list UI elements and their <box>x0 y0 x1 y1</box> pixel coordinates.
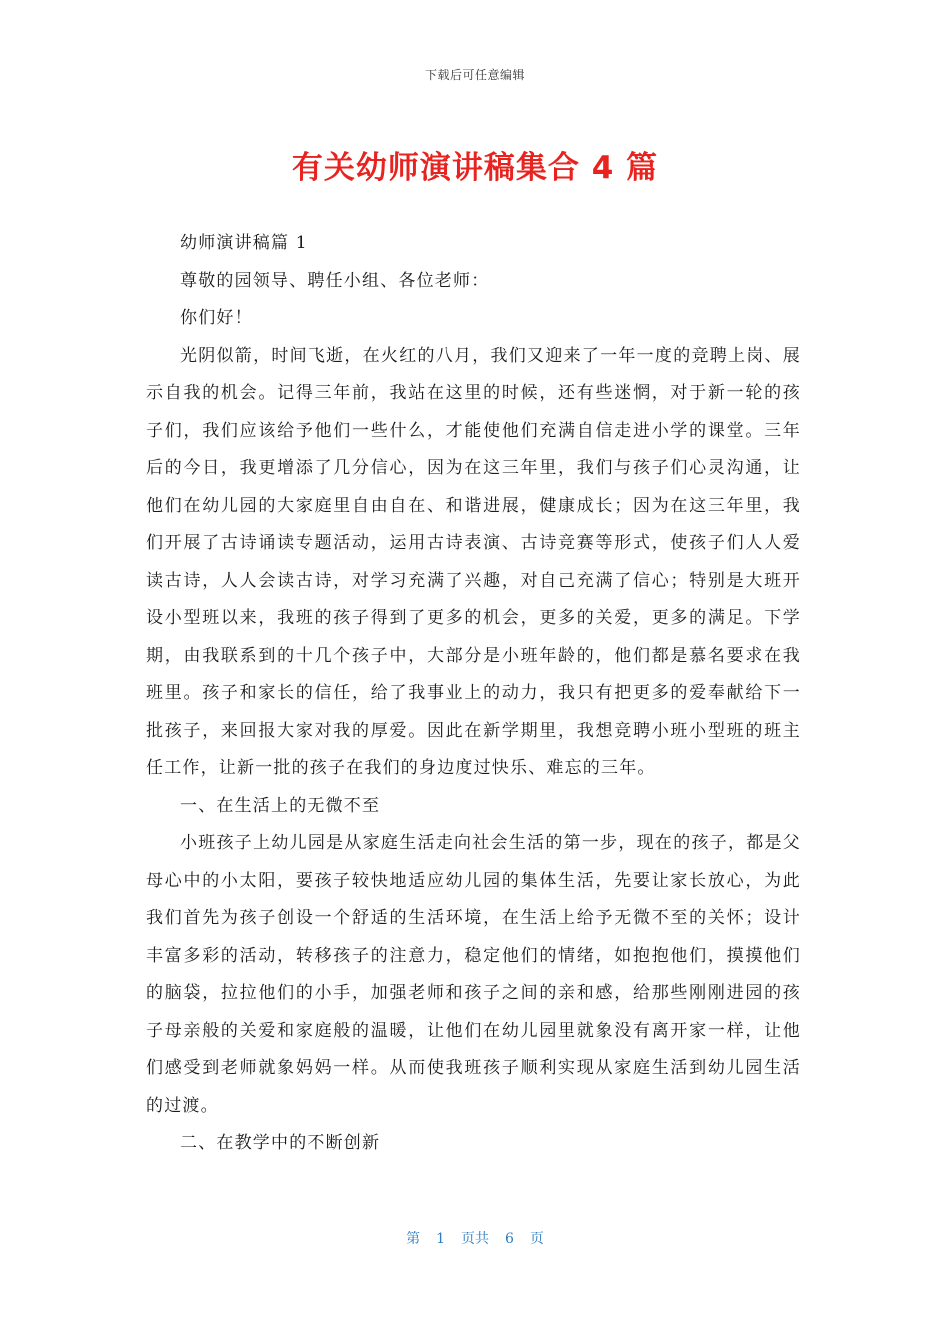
header-note: 下载后可任意编辑 <box>424 68 525 82</box>
greeting: 你们好！ <box>180 308 253 328</box>
footer-label-end: 页 <box>529 1231 544 1247</box>
footer-label-of: 页共 <box>461 1231 489 1247</box>
footer-label-page: 第 <box>406 1231 421 1247</box>
page-footer <box>0 1228 950 1248</box>
section-heading: 幼师演讲稿篇 1 <box>180 233 308 253</box>
footer-current-page: 1 <box>436 1231 445 1247</box>
document-title: 有关幼师演讲稿集合 4 篇 <box>291 150 659 186</box>
subheading: 二、在教学中的不断创新 <box>180 1133 381 1153</box>
subheading: 一、在生活上的无微不至 <box>180 795 381 816</box>
document-body <box>146 225 801 1163</box>
footer-total-pages: 6 <box>505 1231 514 1247</box>
paragraph: 小班孩子上幼儿园是从家庭生活走向社会生活的第一步，现在的孩子，都是父母心中的小太阳，要孩子较快地适应幼儿园的集体生活，先要让家长放心，为此我们首先为孩子创设一个舒适的生活环境，在生活上给予无微不至的关怀；设计丰富多彩的活动，转移孩子的注意力，稳定他们的情绪，如抱抱他们，摸摸他们的脑袋，拉拉他们的小手，加强老师和孩子之间的亲和感，给那些刚刚进园的孩子母亲般的关爱和家庭般的温暖，让他们在幼儿园里就象没有离开家一样，让他们感受到老师就象妈妈一样。从而使我班孩子顺利实现从家庭生活到幼儿园生活的过渡。 <box>146 833 801 1116</box>
paragraph: 光阴似箭，时间飞逝，在火红的八月，我们又迎来了一年一度的竞聘上岗、展示自我的机会。记得三年前，我站在这里的时候，还有些迷惘，对于新一轮的孩子们，我们应该给予他们一些什么，才能使他们充满自信走进小学的课堂。三年后的今日，我更增添了几分信心，因为在这三年里，我们与孩子们心灵沟通，让他们在幼儿园的大家庭里自由自在、和谐进展，健康成长；因为在这三年里，我们开展了古诗诵读专题活动，运用古诗表演、古诗竞赛等形式，使孩子们人人爱读古诗，人人会读古诗，对学习充满了兴趣，对自己充满了信心；特别是大班开设小型班以来，我班的孩子得到了更多的机会，更多的关爱，更多的满足。下学期，由我联系到的十几个孩子中，大部分是小班年龄的，他们都是慕名要求在我班里。孩子和家长的信任，给了我事业上的动力，我只有把更多的爱奉献给下一批孩子，来回报大家对我的厚爱。因此在新学期里，我想竞聘小班小型班的班主任工作，让新一批的孩子在我们的身边度过快乐、难忘的三年。 <box>146 345 801 778</box>
salutation: 尊敬的园领导、聘任小组、各位老师： <box>180 270 490 291</box>
